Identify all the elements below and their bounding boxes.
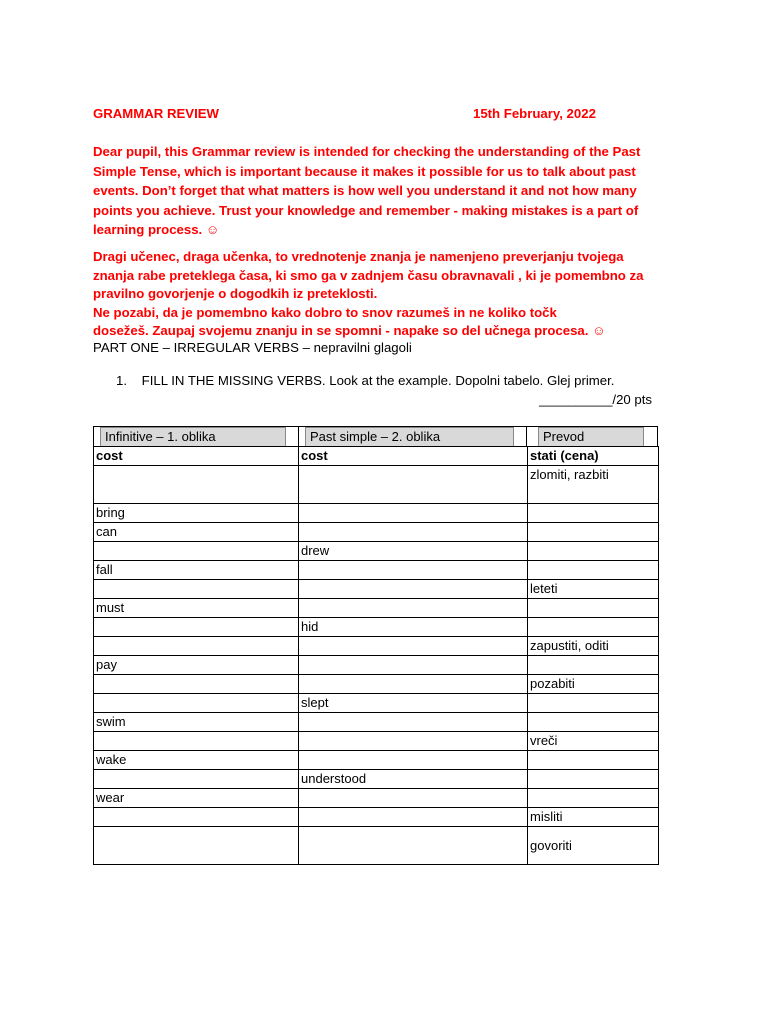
cell-translation: vreči [528, 732, 659, 751]
intro-sl-line: Ne pozabi, da je pomembno kako dobro to snov razumeš in ne koliko točk [93, 304, 557, 320]
cell-infinitive[interactable] [94, 675, 299, 694]
cell-past-simple[interactable] [299, 751, 528, 770]
cell-translation[interactable] [528, 713, 659, 732]
cell-infinitive[interactable] [94, 466, 299, 504]
table-row [94, 694, 659, 713]
cell-infinitive[interactable] [94, 732, 299, 751]
cell-infinitive[interactable] [94, 808, 299, 827]
table-row [94, 770, 659, 789]
intro-en-line: points you achieve. Trust your knowledge and remember - making mistakes is a part of [93, 202, 639, 218]
verbs-table [93, 446, 659, 865]
cell-past-simple[interactable] [299, 561, 528, 580]
intro-en-line: events. Don’t forget that what matters is how well you understand it and not how many [93, 183, 637, 198]
table-row [94, 675, 659, 694]
table-row [94, 637, 659, 656]
intro-en-line: Simple Tense, which is important because it makes it possible for us to talk about past [93, 163, 636, 179]
cell-translation: zlomiti, razbiti [528, 466, 659, 504]
table-row [94, 504, 659, 523]
task-text: FILL IN THE MISSING VERBS. Look at the example. Dopolni tabelo. Glej primer. [141, 373, 615, 388]
cell-translation: zapustiti, oditi [528, 637, 659, 656]
intro-en-line: learning process. ☺ [93, 222, 220, 237]
page-title: GRAMMAR REVIEW [93, 106, 220, 121]
cell-translation: govoriti [528, 827, 659, 865]
points-field: __________/20 pts [539, 392, 652, 407]
cell-infinitive: bring [94, 504, 299, 523]
cell-translation: pozabiti [528, 675, 659, 694]
cell-infinitive: can [94, 523, 299, 542]
cell-infinitive[interactable] [94, 580, 299, 599]
cell-infinitive: wake [94, 751, 299, 770]
table-top-border [93, 426, 658, 427]
table-row [94, 523, 659, 542]
cell-past-simple: cost [299, 447, 528, 466]
table-row [94, 561, 659, 580]
cell-infinitive[interactable] [94, 827, 299, 865]
cell-translation: misliti [528, 808, 659, 827]
table-row [94, 751, 659, 770]
header-infinitive: Infinitive – 1. oblika [100, 427, 286, 447]
cell-translation[interactable] [528, 561, 659, 580]
cell-translation[interactable] [528, 751, 659, 770]
cell-translation[interactable] [528, 770, 659, 789]
table-divider [298, 426, 299, 447]
cell-translation: leteti [528, 580, 659, 599]
date: 15th February, 2022 [473, 106, 596, 121]
task-number: 1. [116, 373, 127, 388]
table-row [94, 599, 659, 618]
cell-past-simple[interactable] [299, 504, 528, 523]
table-row [94, 789, 659, 808]
table-divider [526, 426, 527, 447]
cell-infinitive[interactable] [94, 542, 299, 561]
cell-infinitive: wear [94, 789, 299, 808]
cell-translation[interactable] [528, 656, 659, 675]
cell-past-simple[interactable] [299, 808, 528, 827]
cell-past-simple[interactable] [299, 466, 528, 504]
table-row [94, 542, 659, 561]
cell-infinitive[interactable] [94, 618, 299, 637]
intro-sl-line: Dragi učenec, draga učenka, to vrednotenje znanja je namenjeno preverjanju tvojega [93, 249, 624, 264]
intro-slovene [93, 248, 683, 341]
cell-past-simple[interactable] [299, 732, 528, 751]
table-row [94, 580, 659, 599]
table-left-border [93, 426, 94, 447]
cell-past-simple[interactable] [299, 599, 528, 618]
cell-infinitive: cost [94, 447, 299, 466]
table-row [94, 713, 659, 732]
table-row [94, 827, 659, 865]
cell-infinitive[interactable] [94, 637, 299, 656]
cell-past-simple[interactable] [299, 827, 528, 865]
cell-infinitive[interactable] [94, 694, 299, 713]
cell-infinitive: swim [94, 713, 299, 732]
intro-sl-line: pravilno govorjenje o dogodkih iz preteklosti. [93, 286, 378, 301]
table-row [94, 466, 659, 504]
table-row [94, 447, 659, 466]
cell-past-simple[interactable] [299, 637, 528, 656]
cell-past-simple[interactable] [299, 713, 528, 732]
task-instruction [116, 373, 614, 388]
cell-translation[interactable] [528, 523, 659, 542]
cell-translation[interactable] [528, 504, 659, 523]
header-translation: Prevod [538, 427, 644, 447]
cell-past-simple[interactable] [299, 656, 528, 675]
cell-past-simple[interactable] [299, 580, 528, 599]
table-row [94, 732, 659, 751]
cell-translation[interactable] [528, 789, 659, 808]
table-row [94, 656, 659, 675]
cell-past-simple: understood [299, 770, 528, 789]
cell-past-simple: slept [299, 694, 528, 713]
intro-en-line: Dear pupil, this Grammar review is intended for checking the understanding of the Past [93, 144, 641, 159]
table-right-border [657, 426, 658, 447]
cell-past-simple[interactable] [299, 523, 528, 542]
cell-translation[interactable] [528, 618, 659, 637]
cell-infinitive[interactable] [94, 770, 299, 789]
header-past-simple: Past simple – 2. oblika [305, 427, 514, 447]
cell-infinitive: fall [94, 561, 299, 580]
table-row [94, 808, 659, 827]
cell-past-simple: drew [299, 542, 528, 561]
cell-past-simple: hid [299, 618, 528, 637]
cell-translation[interactable] [528, 599, 659, 618]
intro-english [93, 142, 683, 240]
cell-translation[interactable] [528, 694, 659, 713]
cell-past-simple[interactable] [299, 789, 528, 808]
intro-sl-line: dosežeš. Zaupaj svojemu znanju in se spomni - napake so del učnega procesa. ☺ [93, 323, 606, 338]
cell-translation: stati (cena) [528, 447, 659, 466]
table-row [94, 618, 659, 637]
cell-past-simple[interactable] [299, 675, 528, 694]
cell-infinitive: pay [94, 656, 299, 675]
part-one-heading: PART ONE – IRREGULAR VERBS – nepravilni glagoli [93, 340, 412, 355]
intro-sl-line: znanja rabe preteklega časa, ki smo ga v zadnjem času obravnavali , ki je pomembno za [93, 267, 644, 283]
cell-infinitive: must [94, 599, 299, 618]
cell-translation[interactable] [528, 542, 659, 561]
